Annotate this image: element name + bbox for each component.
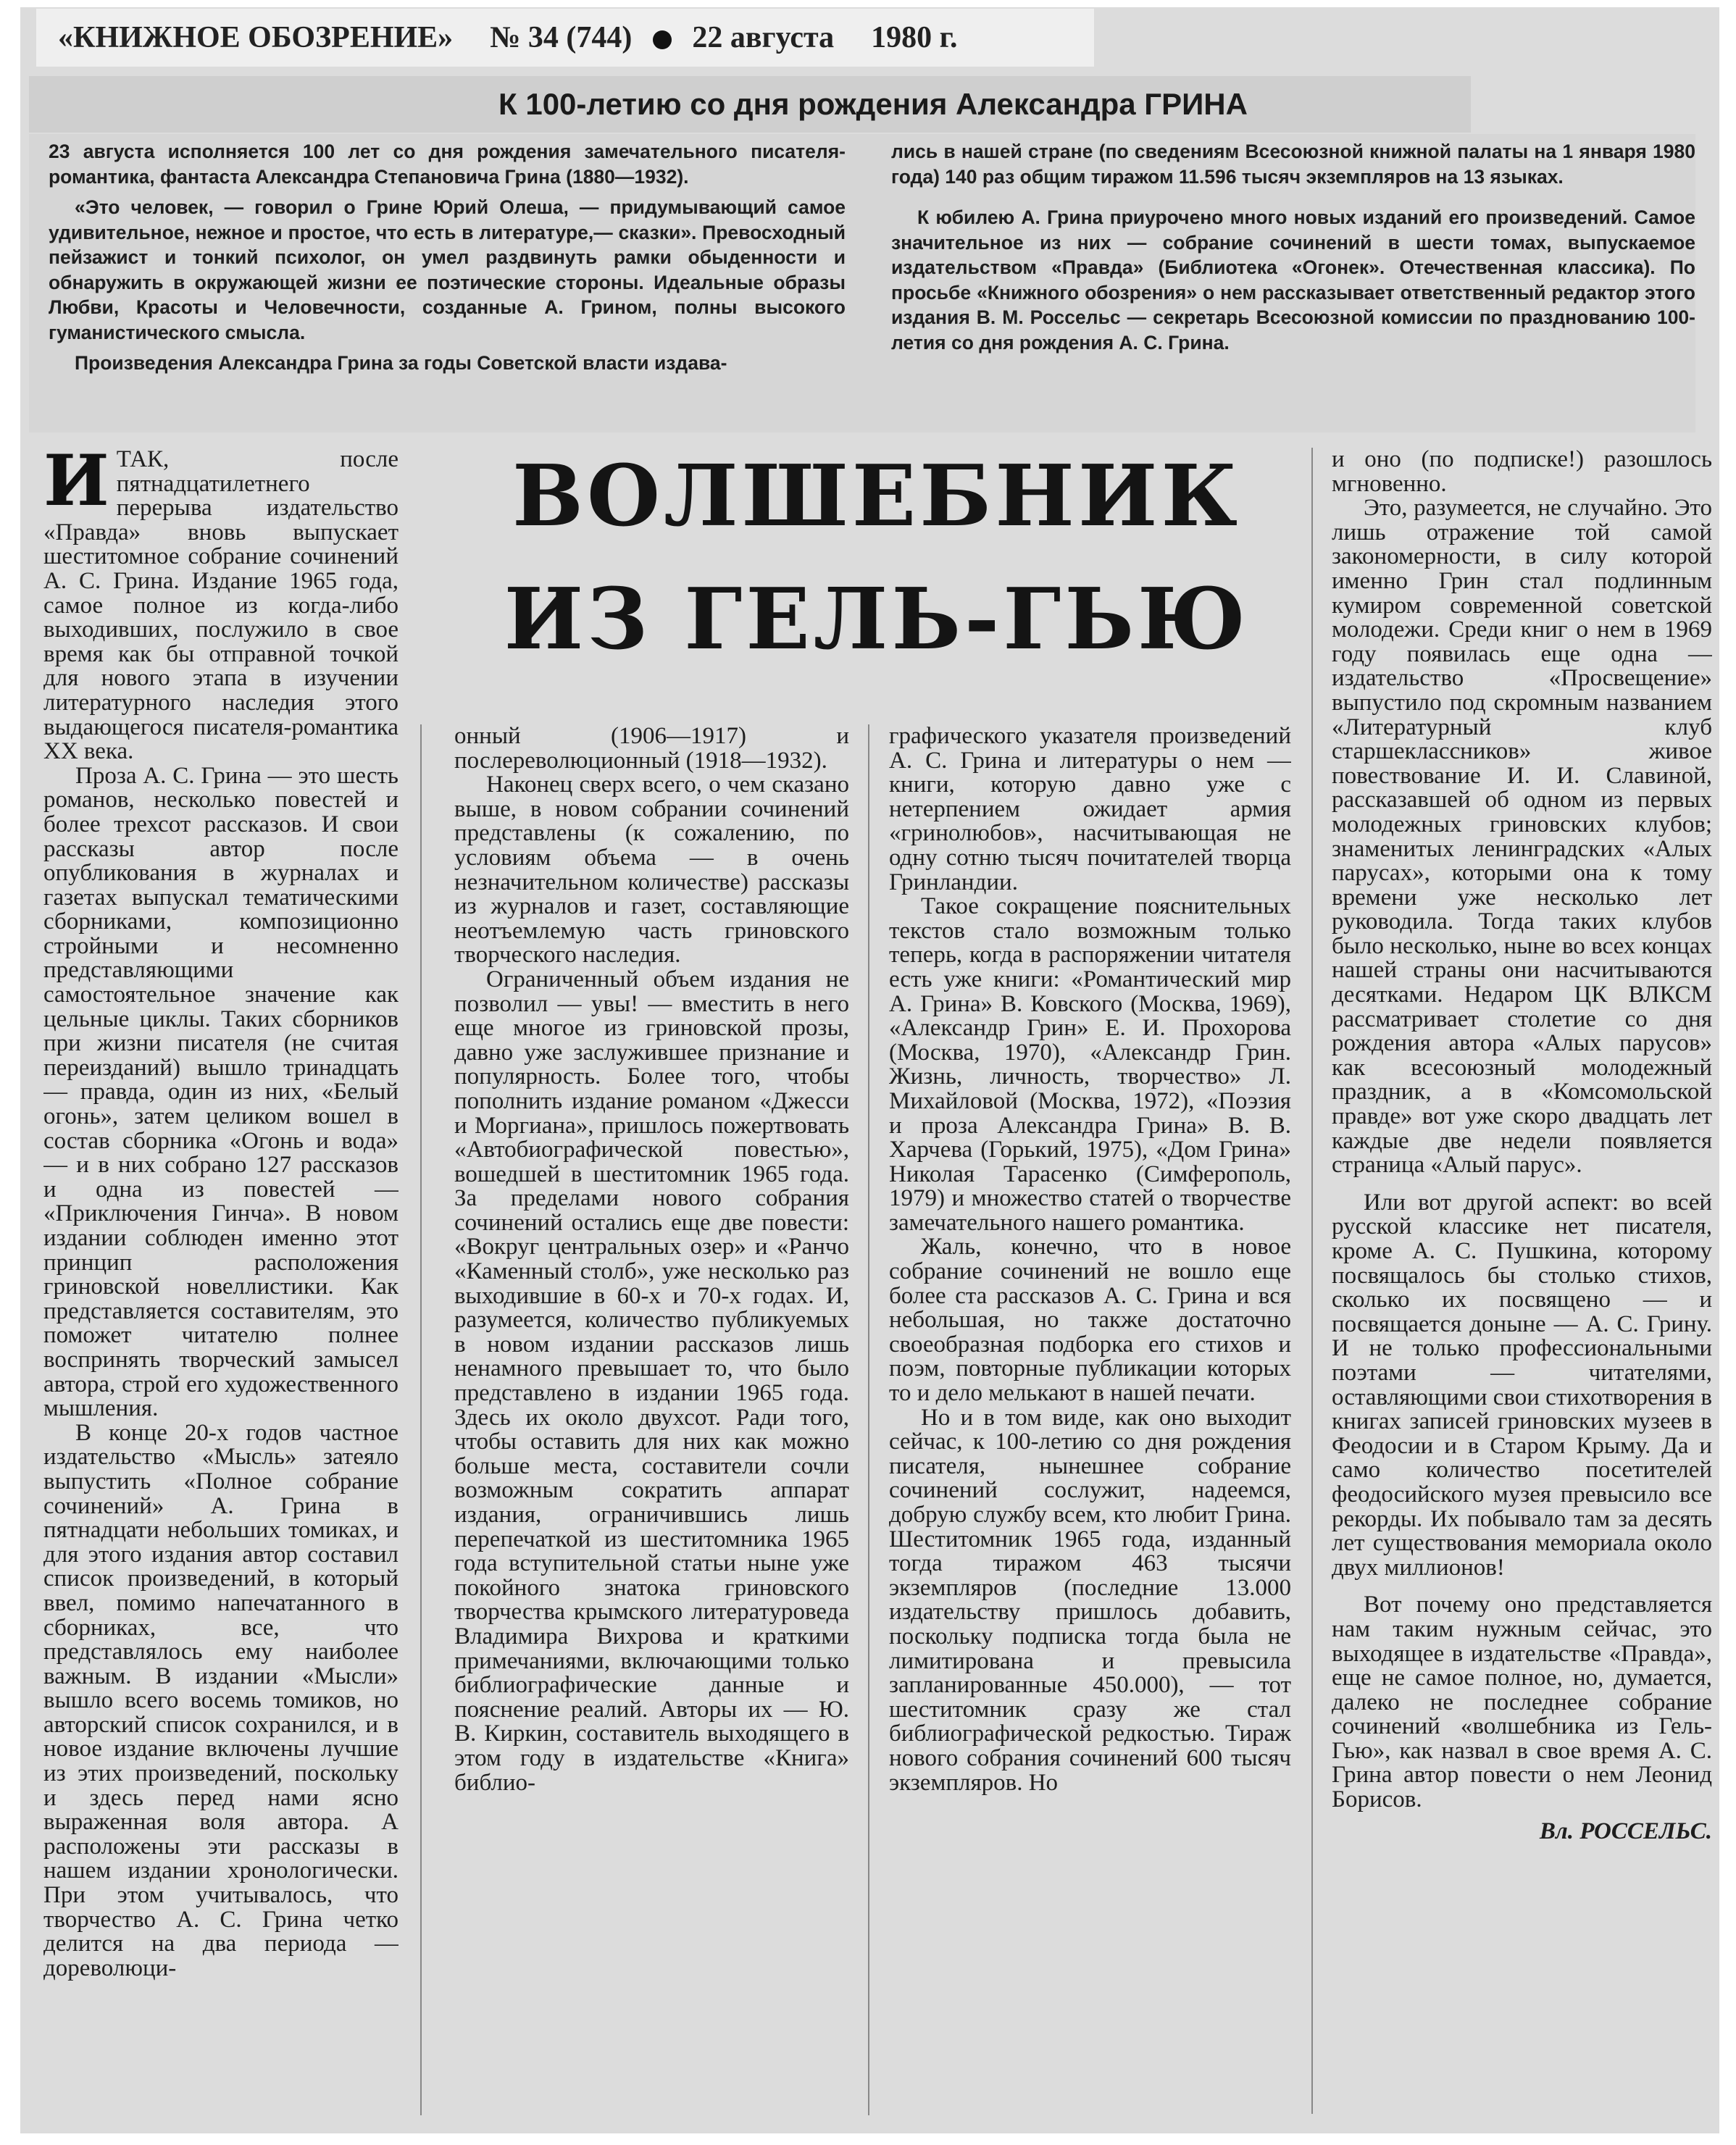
lead-paragraph: 23 августа исполняется 100 лет со дня рождения замечательного писателя-романтика, фантаста Александра Степановича Грина (1880—1932). (49, 141, 846, 188)
masthead (36, 9, 1094, 67)
column-rule (1311, 448, 1313, 2114)
article-paragraph: Жаль, конечно, что в новое собрание сочинений не вошло еще более ста рассказов А. С. Грина и вся небольшая, но также достаточно своеобразная подборка его стихов и поэм, повторные публикации которых то и дело мелькают в нашей печати. (889, 1234, 1291, 1407)
article-column-2 (454, 724, 849, 2130)
column-rule (868, 724, 869, 2115)
article-paragraph: Ограниченный объем издания не позволил — увы! — вместить в него еще многое из гриновской прозы, давно уже заслужившее признание и популярность. Более того, чтобы пополнить издание романом «Джесси и Моргиана», пришлось пожертвовать «Автобиографической повестью», вошедшей в шеститомник 1965 года. За пределами нового собрания сочинений остались еще две повести: «Вокруг центральных озер» и «Ранчо «Каменный столб», уже несколько раз выходившие в 60-х и 70-х годах. И, разумеется, количество публикуемых в новом издании рассказов лишь ненамного превышает то, что было представлено в издании 1965 года. Здесь их около двухсот. Ради того, чтобы оставить для них как можно больше места, составители сочли возможным сократить аппарат издания, ограничившись лишь перепечаткой из шеститомника 1965 года вступительной статьи ныне уже покойного знатока гриновского творчества крымского литературоведа Владимира Вихрова и краткими примечаниями, включающими только библиографические данные и пояснение реалий. Авторы их — Ю. В. Киркин, составитель выходящего в этом году в издательстве «Книга» библио- (454, 966, 849, 1796)
article-paragraph: и оно (по подписке!) разошлось мгновенно. (1332, 448, 1712, 497)
article-paragraph: Или вот другой аспект: во всей русской классике нет писателя, кроме А. С. Пушкина, которому посвящалось бы столько стихов, сколько их посвящено — и посвящается доныне — А. С. Грину. И не только профессиональными поэтами — читателями, оставляющими свои стихотворения в книгах записей гриновских музеев в Феодосии и в Старом Крыму. Да и само количество посетителей феодосийского музея превысило все рекорды. Их побывало там за десять лет существования мемориала около двух миллионов! (1332, 1189, 1712, 1581)
issue-number: № 34 (744) (490, 21, 633, 54)
headline-line-1: ВОЛШЕБНИК (512, 447, 1242, 545)
author-signature: Вл. РОССЕЛЬС. (1539, 1818, 1712, 1844)
lead-paragraph: лись в нашей стране (по сведениям Всесоюзной книжной палаты на 1 января 1980 года) 140 раз общим тиражом 11.596 тысяч экземпляров на 13 языках. (891, 141, 1695, 188)
lead-paragraph: «Это человек, — говорил о Грине Юрий Олеша, — придумывающий самое удивительное, нежное и простое, что есть в литературе,— сказки». Превосходный пейзажист и тонкий психолог, он умел раздвинуть рамки обыденности и обнаружить в окружающей жизни ее поэтические стороны. Идеальные образы Любви, Красоты и Человечности, созданные А. Грином, полны высокого гуманистического смысла. (49, 196, 846, 343)
article-paragraph: Это, разумеется, не случайно. Это лишь отражение той самой закономерности, в силу которой именно Грин стал подлинным кумиром современной советской молодежи. Среди книг о нем в 1969 году появилась еще одна — издательство «Просвещение» выпустило под скромным названием «Литературный клуб старшеклассников» живое повествование И. И. Славиной, рассказавшей об одном из первых молодежных гриновских клубов; знаменитых ленинградских «Алых парусах», которыми она к тому времени уже несколько лет руководила. Тогда таких клубов было несколько, ныне во всех концах нашей страны они насчитываются десятками. Недаром ЦК ВЛКСМ рассматривает столетие со дня рождения автора «Алых парусов» как всесоюзный молодежный праздник, а в «Комсомольской правде» вот уже скоро двадцать лет каждые две недели появляется страница «Алый парус». (1332, 495, 1712, 1179)
column-rule (420, 724, 422, 2115)
article-column-4 (1332, 448, 1712, 2130)
lead-left-column (49, 139, 846, 429)
issue-date: 22 августа (692, 21, 835, 54)
article-paragraph: графического указателя произведений А. С. Грина и литературы о нем — книги, которую давно уже с нетерпением ожидает армия «гринолюбов», насчитывающая не одну сотню тысяч почитателей творца Гринландии. (889, 724, 1291, 895)
lead-paragraph: Произведения Александра Грина за годы Советской власти издава- (75, 352, 727, 374)
lead-paragraph: К юбилею А. Грина приурочено много новых изданий его произведений. Самое значительное из них — собрание сочинений в шести томах, выпускаемое издательством «Правда» (Библиотека «Огонек». Отечественная классика). По просьбе «Книжного обозрения» о нем рассказывает ответственный редактор этого издания В. М. Россельс — секретарь Всесоюзной комиссии по празднованию 100-летия со дня рождения А. С. Грина. (891, 206, 1695, 354)
bullet-icon (653, 30, 672, 49)
kicker-heading: К 100-летию со дня рождения Александра ГРИНА (498, 87, 1248, 121)
article-paragraph: ИТАК, после пятнадцатилетнего перерыва издательство «Правда» вновь выпускает шеститомное собрание сочинений А. С. Грина. Издание 1965 года, самое полное из когда-либо выходивших, послужило в свое время как бы отправной точкой для нового этапа в изучении литературного наследия этого выдающегося писателя-романтика XX века. (43, 448, 398, 765)
article-paragraph: онный (1906—1917) и послереволюционный (1918—1932). (454, 724, 849, 774)
headline-line-2: ИЗ ГЕЛЬ-ГЬЮ (504, 570, 1250, 669)
paper-name: «КНИЖНОЕ ОБОЗРЕНИЕ» (58, 21, 454, 54)
article-paragraph: Но и в том виде, как оно выходит сейчас, к 100-летию со дня рождения писателя, нынешнее собрание сочинений сослужит, надеемся, добрую службу всем, кто любит Грина. Шеститомник 1965 года, изданный тогда тиражом 463 тысячи экземпляров (последние 13.000 издательству пришлось добавить, поскольку подписка тогда была не лимитирована и превысила запланированные 450.000), — тот шеститомник сразу же стал библиографической редкостью. Тираж нового собрания сочинений 600 тысяч экземпляров. Но (889, 1404, 1291, 1796)
drop-cap: И (43, 448, 109, 522)
article-headline (442, 435, 1311, 681)
article-column-3 (889, 724, 1291, 2130)
article-paragraph: Наконец сверх всего, о чем сказано выше, в новом собрании сочинений представлены (к сожалению, по условиям объема — в очень незначительном количестве) рассказы из журналов и газет, составляющие неотъемлемую часть гриновского творческого наследия. (454, 772, 849, 969)
lead-right-column (891, 139, 1695, 429)
article-paragraph: Такое сокращение пояснительных текстов стало возможным только теперь, когда в распоряжении читателя есть уже книги: «Романтический мир А. Грина» В. Ковского (Москва, 1969), «Александр Грин» Е. И. Прохорова (Москва, 1970), «Александр Грин. Жизнь, личность, творчество» Л. Михайловой (Москва, 1972), «Поэзия и проза Александра Грина» В. В. Харчева (Горький, 1975), «Дом Грина» Николая Тарасенко (Симферополь, 1979) и множество статей о творчестве замечательного нашего романтика. (889, 893, 1291, 1236)
issue-year: 1980 г. (871, 21, 958, 54)
article-column-1 (43, 448, 398, 2130)
article-paragraph: Вот почему оно представляется нам таким нужным сейчас, это выходящее в издательстве «Правда», еще не самое полное, но, думается, далеко не последнее собрание сочинений «волшебника из Гель-Гью», как назвал в свое время А. С. Грина автор повести о нем Леонид Борисов. (1332, 1592, 1712, 1813)
article-paragraph: Проза А. С. Грина — это шесть романов, несколько повестей и более трехсот рассказов. И свои рассказы автор после опубликования в журналах и газетах выпускал тематическими сборниками, композиционно стройными и несомненно представляющими самостоятельное значение как цельные циклы. Таких сборников при жизни писателя (не считая переизданий) вышло тринадцать — правда, один из них, «Белый огонь», затем целиком вошел в состав сборника «Огонь и вода» — и в них собрано 127 рассказов и одна из повестей — «Приключения Гинча». В новом издании соблюден именно этот принцип расположения гриновской новеллистики. Как представляется составителям, это поможет читателю полнее воспринять творческий замысел автора, строй его художественного мышления. (43, 762, 398, 1422)
article-paragraph: В конце 20-х годов частное издательство «Мысль» затеяло выпустить «Полное собрание сочинений» А. Грина в пятнадцати небольших томиках, и для этого издания автор составил список произведений, в который ввел, помимо напечатанного в сборниках, все, что представлялось ему наиболее важным. В издании «Мысли» вышло всего восемь томиков, но авторский список сохранился, и в новое издание включены лучшие из этих произведений, поскольку и здесь перед нами ясно выраженная воля автора. А расположены эти рассказы в нашем издании хронологически. При этом учитывалось, что творчество А. С. Грина четко делится на два периода — дореволюци- (43, 1419, 398, 1981)
